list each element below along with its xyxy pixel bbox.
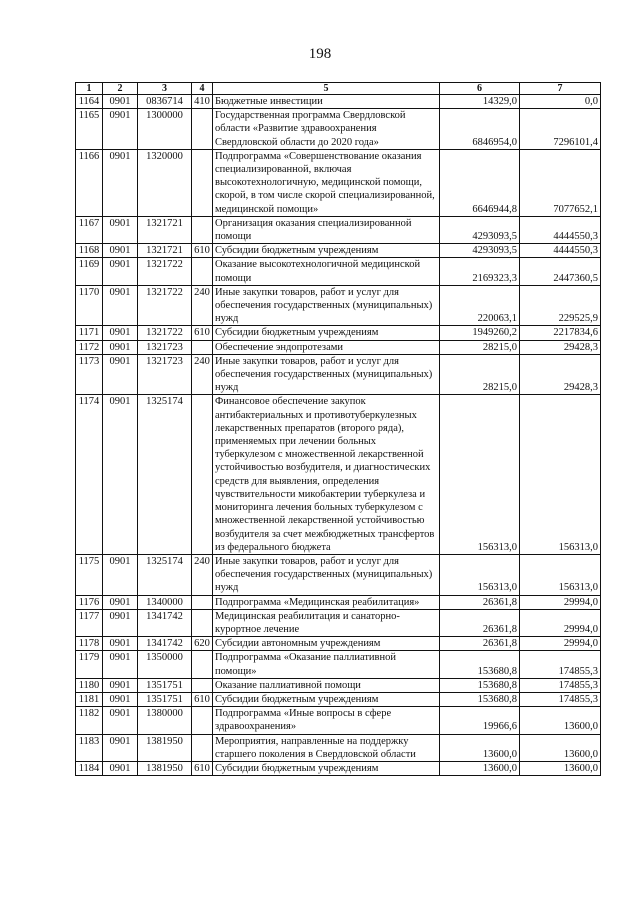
amount-col7: 156313,0 — [520, 395, 601, 554]
amount-col7: 0,0 — [520, 95, 601, 109]
amount-col6: 28215,0 — [440, 340, 520, 354]
table-row — [76, 244, 601, 258]
item-name: Подпрограмма «Иные вопросы в сфере здравоохранения» — [213, 707, 440, 734]
table-row — [76, 609, 601, 636]
target-article-code: 1300000 — [138, 109, 192, 150]
row-number: 1165 — [76, 109, 103, 150]
amount-col7: 29994,0 — [520, 595, 601, 609]
table-row — [76, 595, 601, 609]
section-code: 0901 — [103, 554, 138, 595]
row-number: 1166 — [76, 149, 103, 216]
expense-type-code — [192, 651, 213, 678]
expense-type-code — [192, 149, 213, 216]
table-row — [76, 678, 601, 692]
section-code: 0901 — [103, 326, 138, 340]
amount-col7: 4444550,3 — [520, 244, 601, 258]
amount-col6: 1949260,2 — [440, 326, 520, 340]
amount-col7: 29428,3 — [520, 340, 601, 354]
item-name: Обеспечение эндопротезами — [213, 340, 440, 354]
table-row — [76, 109, 601, 150]
amount-col7: 2447360,5 — [520, 258, 601, 285]
section-code: 0901 — [103, 761, 138, 775]
amount-col6: 153680,8 — [440, 651, 520, 678]
item-name: Организация оказания специализированной помощи — [213, 216, 440, 243]
amount-col7: 7077652,1 — [520, 149, 601, 216]
target-article-code: 1325174 — [138, 395, 192, 554]
amount-col6: 2169323,3 — [440, 258, 520, 285]
section-code: 0901 — [103, 95, 138, 109]
item-name: Подпрограмма «Медицинская реабилитация» — [213, 595, 440, 609]
expense-type-code — [192, 734, 213, 761]
amount-col7: 156313,0 — [520, 554, 601, 595]
target-article-code: 1341742 — [138, 609, 192, 636]
amount-col7: 29994,0 — [520, 637, 601, 651]
amount-col6: 19966,6 — [440, 707, 520, 734]
amount-col6: 13600,0 — [440, 734, 520, 761]
section-code: 0901 — [103, 216, 138, 243]
header-row — [76, 83, 601, 95]
table-row — [76, 149, 601, 216]
amount-col7: 29994,0 — [520, 609, 601, 636]
table-row — [76, 761, 601, 775]
column-header-4: 4 — [192, 83, 213, 95]
item-name: Иные закупки товаров, работ и услуг для обеспечения государственных (муниципальных) нужд — [213, 554, 440, 595]
expense-type-code: 610 — [192, 761, 213, 775]
item-name: Медицинская реабилитация и санаторно-курортное лечение — [213, 609, 440, 636]
amount-col7: 13600,0 — [520, 707, 601, 734]
amount-col7: 174855,3 — [520, 692, 601, 706]
target-article-code: 1340000 — [138, 595, 192, 609]
amount-col6: 153680,8 — [440, 692, 520, 706]
target-article-code: 1321721 — [138, 244, 192, 258]
expense-type-code — [192, 340, 213, 354]
section-code: 0901 — [103, 637, 138, 651]
section-code: 0901 — [103, 692, 138, 706]
row-number: 1174 — [76, 395, 103, 554]
expense-type-code: 610 — [192, 244, 213, 258]
section-code: 0901 — [103, 678, 138, 692]
row-number: 1176 — [76, 595, 103, 609]
section-code: 0901 — [103, 609, 138, 636]
amount-col6: 4293093,5 — [440, 244, 520, 258]
budget-table — [75, 82, 601, 776]
amount-col7: 13600,0 — [520, 734, 601, 761]
page-number: 198 — [308, 46, 332, 62]
target-article-code: 1351751 — [138, 692, 192, 706]
row-number: 1170 — [76, 285, 103, 326]
column-header-5: 5 — [213, 83, 440, 95]
row-number: 1172 — [76, 340, 103, 354]
table-row — [76, 258, 601, 285]
row-number: 1183 — [76, 734, 103, 761]
expense-type-code: 240 — [192, 354, 213, 395]
row-number: 1182 — [76, 707, 103, 734]
amount-col6: 26361,8 — [440, 609, 520, 636]
row-number: 1167 — [76, 216, 103, 243]
table-row — [76, 216, 601, 243]
target-article-code: 1321723 — [138, 340, 192, 354]
section-code: 0901 — [103, 395, 138, 554]
expense-type-code — [192, 595, 213, 609]
amount-col6: 14329,0 — [440, 95, 520, 109]
section-code: 0901 — [103, 651, 138, 678]
expense-type-code — [192, 707, 213, 734]
target-article-code: 0836714 — [138, 95, 192, 109]
table-row — [76, 340, 601, 354]
target-article-code: 1350000 — [138, 651, 192, 678]
item-name: Мероприятия, направленные на поддержку старшего поколения в Свердловской области — [213, 734, 440, 761]
target-article-code: 1325174 — [138, 554, 192, 595]
table-row — [76, 651, 601, 678]
item-name: Бюджетные инвестиции — [213, 95, 440, 109]
target-article-code: 1351751 — [138, 678, 192, 692]
row-number: 1164 — [76, 95, 103, 109]
expense-type-code — [192, 678, 213, 692]
amount-col6: 26361,8 — [440, 595, 520, 609]
target-article-code: 1320000 — [138, 149, 192, 216]
section-code: 0901 — [103, 149, 138, 216]
section-code: 0901 — [103, 244, 138, 258]
item-name: Иные закупки товаров, работ и услуг для обеспечения государственных (муниципальных) нужд — [213, 354, 440, 395]
target-article-code: 1321722 — [138, 326, 192, 340]
section-code: 0901 — [103, 734, 138, 761]
column-header-3: 3 — [138, 83, 192, 95]
expense-type-code: 240 — [192, 285, 213, 326]
expense-type-code — [192, 258, 213, 285]
target-article-code: 1321721 — [138, 216, 192, 243]
amount-col6: 153680,8 — [440, 678, 520, 692]
expense-type-code: 240 — [192, 554, 213, 595]
amount-col7: 7296101,4 — [520, 109, 601, 150]
row-number: 1169 — [76, 258, 103, 285]
row-number: 1177 — [76, 609, 103, 636]
column-header-7: 7 — [520, 83, 601, 95]
item-name: Субсидии бюджетным учреждениям — [213, 761, 440, 775]
amount-col7: 174855,3 — [520, 678, 601, 692]
row-number: 1175 — [76, 554, 103, 595]
section-code: 0901 — [103, 285, 138, 326]
row-number: 1184 — [76, 761, 103, 775]
amount-col6: 13600,0 — [440, 761, 520, 775]
section-code: 0901 — [103, 258, 138, 285]
column-header-6: 6 — [440, 83, 520, 95]
item-name: Оказание паллиативной помощи — [213, 678, 440, 692]
table-row — [76, 285, 601, 326]
expense-type-code: 410 — [192, 95, 213, 109]
expense-type-code: 610 — [192, 326, 213, 340]
table-row — [76, 554, 601, 595]
amount-col6: 4293093,5 — [440, 216, 520, 243]
item-name: Подпрограмма «Оказание паллиативной помощи» — [213, 651, 440, 678]
row-number: 1179 — [76, 651, 103, 678]
row-number: 1178 — [76, 637, 103, 651]
row-number: 1173 — [76, 354, 103, 395]
table-row — [76, 692, 601, 706]
amount-col7: 174855,3 — [520, 651, 601, 678]
section-code: 0901 — [103, 354, 138, 395]
target-article-code: 1381950 — [138, 734, 192, 761]
row-number: 1168 — [76, 244, 103, 258]
item-name: Субсидии бюджетным учреждениям — [213, 692, 440, 706]
row-number: 1171 — [76, 326, 103, 340]
target-article-code: 1341742 — [138, 637, 192, 651]
amount-col7: 4444550,3 — [520, 216, 601, 243]
section-code: 0901 — [103, 707, 138, 734]
section-code: 0901 — [103, 109, 138, 150]
section-code: 0901 — [103, 595, 138, 609]
expense-type-code: 610 — [192, 692, 213, 706]
table-row — [76, 707, 601, 734]
expense-type-code — [192, 609, 213, 636]
amount-col7: 2217834,6 — [520, 326, 601, 340]
item-name: Финансовое обеспечение закупок антибактериальных и противотуберкулезных лекарственных препаратов (второго ряда), применяемых при лечении больных туберкулезом с множественной лекарственной устойчивостью возбудителя, и диагностических средств для выявления, определения чувствительности микобактерии туберкулеза и мониторинга лечения больных туберкулезом с множественной лекарственной устойчивостью возбудителя за счет межбюджетных трансфертов из федерального бюджета — [213, 395, 440, 554]
target-article-code: 1321723 — [138, 354, 192, 395]
amount-col6: 220063,1 — [440, 285, 520, 326]
table-row — [76, 95, 601, 109]
table-row — [76, 734, 601, 761]
target-article-code: 1380000 — [138, 707, 192, 734]
item-name: Государственная программа Свердловской области «Развитие здравоохранения Свердловской области до 2020 года» — [213, 109, 440, 150]
target-article-code: 1321722 — [138, 285, 192, 326]
amount-col6: 156313,0 — [440, 395, 520, 554]
item-name: Субсидии автономным учреждениям — [213, 637, 440, 651]
target-article-code: 1321722 — [138, 258, 192, 285]
item-name: Иные закупки товаров, работ и услуг для обеспечения государственных (муниципальных) нужд — [213, 285, 440, 326]
expense-type-code — [192, 395, 213, 554]
column-header-2: 2 — [103, 83, 138, 95]
amount-col6: 26361,8 — [440, 637, 520, 651]
amount-col6: 28215,0 — [440, 354, 520, 395]
row-number: 1181 — [76, 692, 103, 706]
item-name: Подпрограмма «Совершенствование оказания специализированной, включая высокотехнологичную, медицинской помощи, скорой, в том числе скорой специализированной, медицинской помощи» — [213, 149, 440, 216]
row-number: 1180 — [76, 678, 103, 692]
item-name: Субсидии бюджетным учреждениям — [213, 244, 440, 258]
table-row — [76, 326, 601, 340]
amount-col6: 6846954,0 — [440, 109, 520, 150]
target-article-code: 1381950 — [138, 761, 192, 775]
amount-col7: 13600,0 — [520, 761, 601, 775]
amount-col7: 229525,9 — [520, 285, 601, 326]
expense-type-code — [192, 216, 213, 243]
table-row — [76, 354, 601, 395]
section-code: 0901 — [103, 340, 138, 354]
table-row — [76, 395, 601, 554]
column-header-1: 1 — [76, 83, 103, 95]
amount-col7: 29428,3 — [520, 354, 601, 395]
item-name: Субсидии бюджетным учреждениям — [213, 326, 440, 340]
amount-col6: 156313,0 — [440, 554, 520, 595]
expense-type-code — [192, 109, 213, 150]
item-name: Оказание высокотехнологичной медицинской помощи — [213, 258, 440, 285]
amount-col6: 6646944,8 — [440, 149, 520, 216]
table-row — [76, 637, 601, 651]
expense-type-code: 620 — [192, 637, 213, 651]
